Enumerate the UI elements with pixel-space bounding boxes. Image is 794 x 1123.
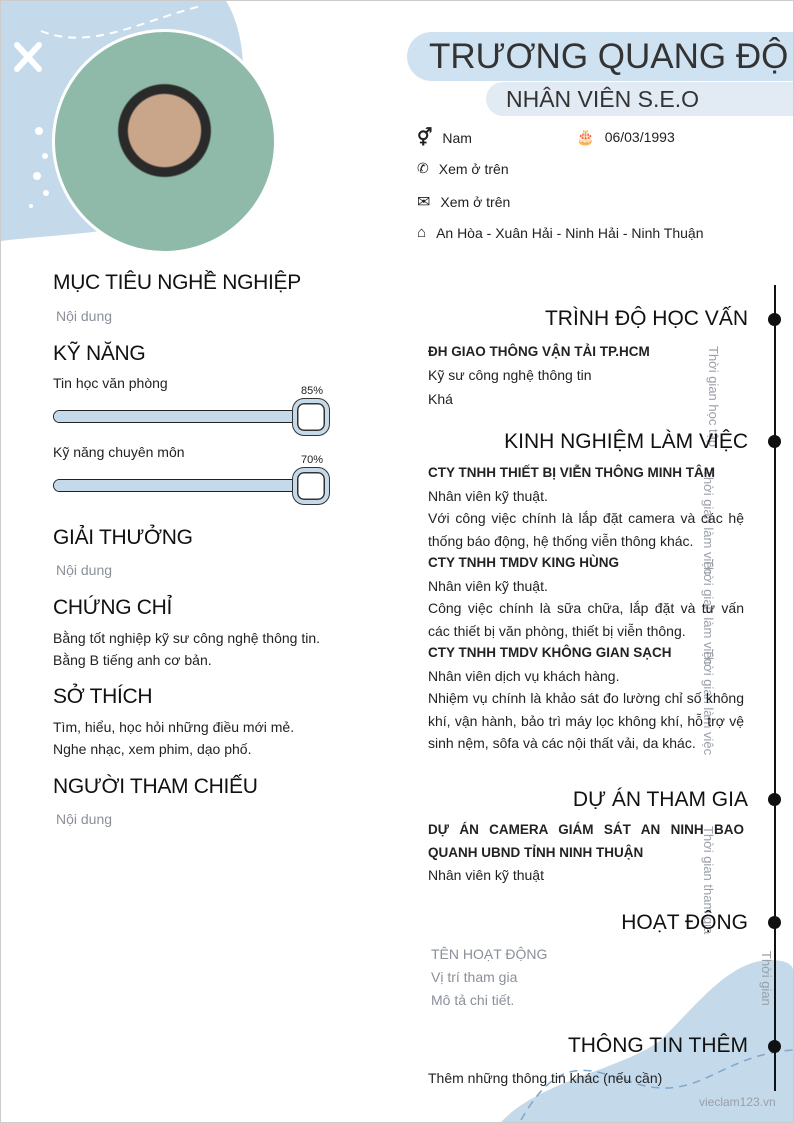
skill-percent: 70% [301, 454, 324, 466]
hobbies-heading: SỞ THÍCH [53, 685, 153, 708]
address-value: An Hòa - Xuân Hải - Ninh Hải - Ninh Thuận [436, 224, 704, 241]
envelope-icon: ✉ [417, 194, 431, 211]
education-time: Thời gian học tập [706, 346, 721, 448]
activity-name: TÊN HOẠT ĐỘNG [431, 946, 548, 962]
job-title: NHÂN VIÊN S.E.O [506, 86, 699, 112]
timeline-dot [768, 793, 781, 806]
position: Nhân viên kỹ thuật. [428, 487, 548, 504]
gender-value: Nam [442, 130, 472, 146]
birthday-row [576, 128, 675, 146]
skill-name: Kỹ năng chuyên môn [53, 444, 185, 460]
timeline-dot [768, 1040, 781, 1053]
project-role: Nhân viên kỹ thuật [428, 867, 544, 883]
certificate-item: Bằng tốt nghiệp kỹ sư công nghệ thông tin. [53, 630, 321, 646]
experience-time: Thời gian làm việc [701, 469, 716, 576]
skill-name: Tin học văn phòng [53, 375, 168, 391]
awards-heading: GIẢI THƯỞNG [53, 526, 193, 549]
phone-value: Xem ở trên [438, 160, 509, 177]
hobby-item: Nghe nhạc, xem phim, dạo phố. [53, 741, 252, 757]
position: Nhân viên dịch vụ khách hàng. [428, 667, 620, 684]
email-row [417, 192, 510, 212]
certificates-heading: CHỨNG CHỈ [53, 596, 173, 619]
projects-heading: DỰ ÁN THAM GIA [572, 788, 748, 811]
activity-description: Mô tả chi tiết. [431, 992, 515, 1008]
company-name: CTY TNHH TMDV KHÔNG GIAN SẠCH [428, 645, 672, 660]
gender-icon: ⚥ [417, 128, 433, 147]
project-name: DỰ ÁN CAMERA GIÁM SÁT AN NINH BAO QUANH UBND TỈNH NINH THUẬN [428, 822, 744, 860]
references-content: Nội dung [56, 811, 113, 827]
project-time: Thời gian tham gia [701, 826, 716, 935]
candidate-name: TRƯƠNG QUANG ĐỘ [429, 37, 789, 76]
phone-icon: ✆ [417, 160, 429, 176]
objective-heading: MỤC TIÊU NGHỀ NGHIỆP [53, 271, 301, 294]
timeline-dot [768, 435, 781, 448]
job-description: Với công việc chính là lắp đặt camera và các hệ thống báo động, hệ thống viễn thông khác. [428, 510, 744, 549]
extra-heading: THÔNG TIN THÊM [567, 1034, 748, 1057]
activities-heading: HOẠT ĐỘNG [621, 911, 748, 934]
objective-content: Nội dung [56, 308, 113, 324]
phone-row [417, 160, 509, 177]
major: Kỹ sư công nghệ thông tin [428, 366, 592, 383]
company-name: CTY TNHH THIẾT BỊ VIỄN THÔNG MINH TÂM [428, 465, 715, 480]
home-icon: ⌂ [417, 224, 427, 241]
address-row [417, 224, 704, 241]
experience-time: Thời gian làm việc [701, 649, 716, 756]
timeline-line [774, 285, 776, 1091]
extra-content: Thêm những thông tin khác (nếu cần) [428, 1070, 663, 1086]
activity-role: Vị trí tham gia [431, 969, 518, 985]
hobby-item: Tìm, hiểu, học hỏi những điều mới mẻ. [53, 719, 295, 735]
project-entry [428, 819, 744, 887]
avatar-photo [52, 29, 277, 254]
experience-time: Thời gian làm việc [701, 559, 716, 666]
activity-entry [431, 943, 747, 1012]
certificate-item: Bằng B tiếng anh cơ bản. [53, 652, 212, 668]
references-heading: NGƯỜI THAM CHIẾU [53, 775, 258, 798]
skill-percent: 85% [301, 385, 324, 397]
skill-bar [53, 479, 323, 492]
education-entry [428, 341, 744, 411]
education-heading: TRÌNH ĐỘ HỌC VẤN [544, 307, 748, 330]
grade: Khá [428, 391, 453, 407]
skill-knob [293, 399, 329, 435]
timeline-dot [768, 313, 781, 326]
experience-heading: KINH NGHIỆM LÀM VIỆC [504, 430, 748, 453]
watermark: vieclam123.vn [699, 1095, 776, 1109]
school-name: ĐH GIAO THÔNG VẬN TẢI TP.HCM [428, 344, 650, 359]
skill-knob [293, 468, 329, 504]
email-value: Xem ở trên [440, 194, 511, 210]
awards-content: Nội dung [56, 562, 113, 578]
company-name: CTY TNHH TMDV KING HÙNG [428, 555, 619, 570]
job-description: Công việc chính là sữa chữa, lắp đặt và tư vấn các thiết bị văn phòng, thiết bị viễn thông. [428, 600, 744, 639]
timeline-dot [768, 916, 781, 929]
skill-bar [53, 410, 323, 423]
skills-heading: KỸ NĂNG [53, 342, 146, 365]
birthday-value: 06/03/1993 [604, 129, 675, 145]
experience-list [428, 462, 744, 755]
birthday-cake-icon: 🎂 [576, 129, 595, 146]
gender-row [417, 128, 472, 148]
position: Nhân viên kỹ thuật. [428, 577, 548, 594]
job-description: Nhiệm vụ chính là khảo sát đo lường chỉ số không khí, vận hành, bảo trì máy lọc không khí, hỗ trợ vệ sinh nệm, sôfa và các nội thất vải, da khác. [428, 690, 744, 751]
activity-time: Thời gian [759, 951, 774, 1006]
